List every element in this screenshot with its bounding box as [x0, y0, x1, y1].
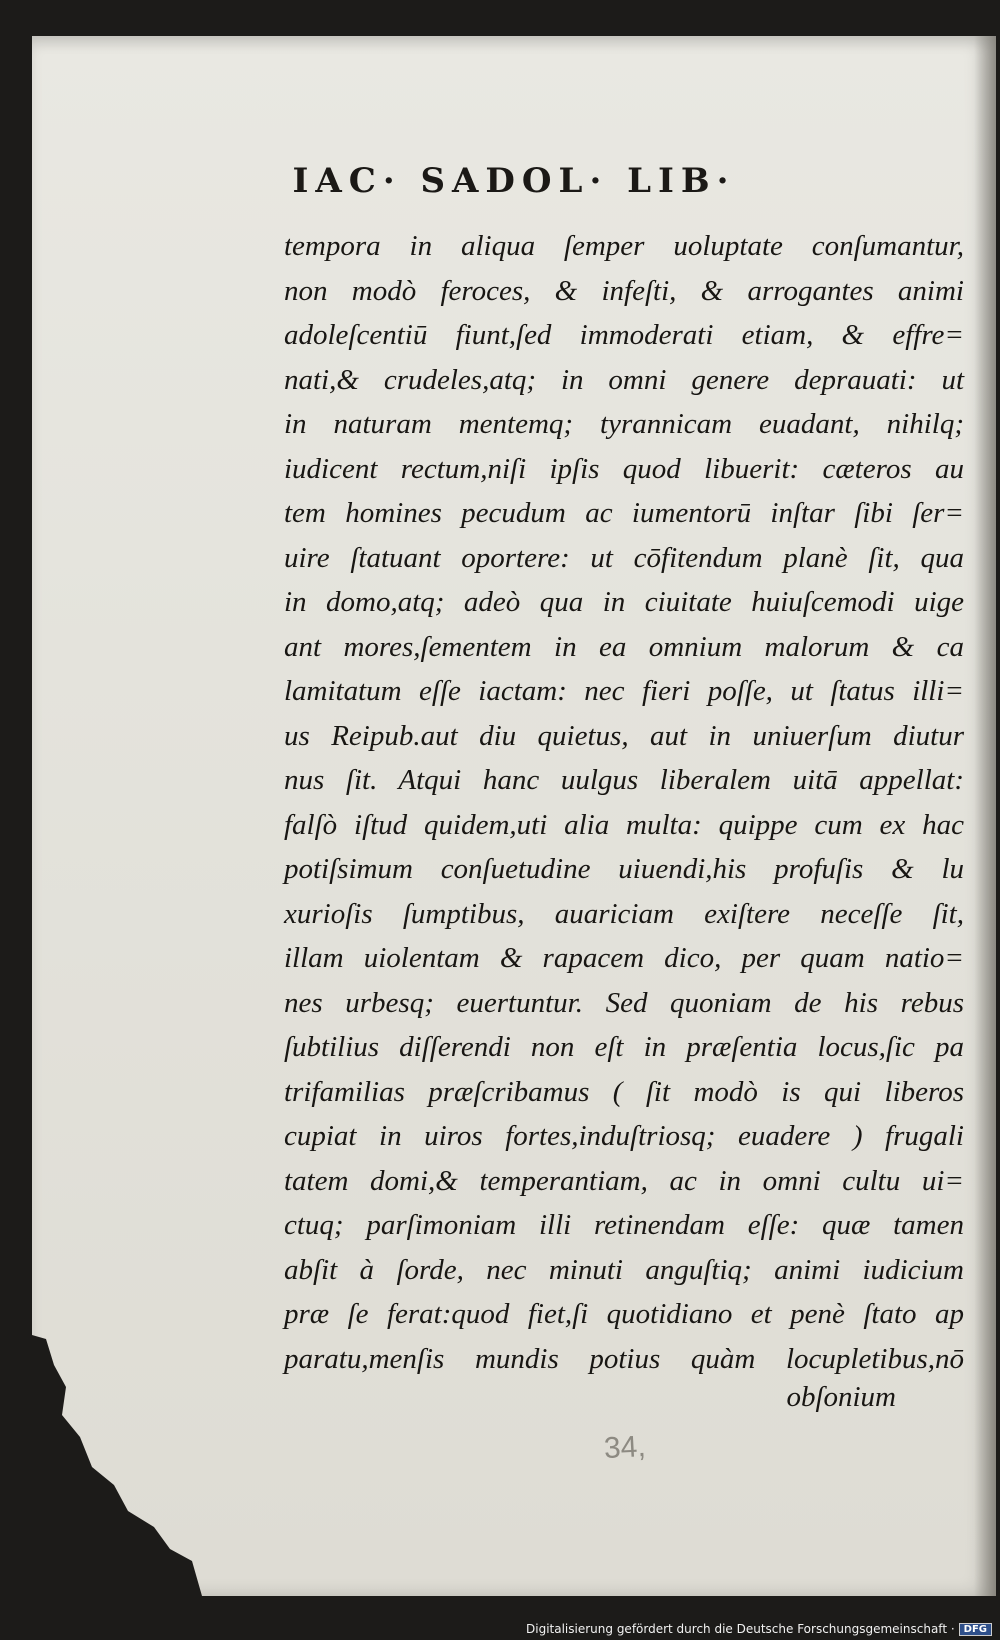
text-line: potiſsimum conſuetudine uiuendi,his profuſis & lu — [284, 853, 964, 885]
text-line: tempora in aliqua ſemper uoluptate conſumantur, — [284, 230, 964, 262]
text-line: us Reipub.aut diu quietus, aut in uniuerſum diutur — [284, 719, 964, 752]
text-line: trifamilias præſcribamus ( ſit modò is qui liberos — [284, 1075, 964, 1108]
text-line: illam uiolentam & rapacem dico, per quam natio= — [284, 942, 964, 974]
text-line: uire ſtatuant oportere: ut cōfitendum planè ſit, qua — [284, 541, 964, 574]
text-line: in domo,atq; adeò qua in ciuitate huiuſcemodi uige — [284, 586, 964, 618]
running-head — [32, 161, 996, 201]
text-line: iudicent rectum,niſi ipſis quod libuerit: cæteros au — [284, 452, 964, 485]
catchword: obſonium — [786, 1381, 896, 1413]
text-line: nus ſit. Atqui hanc uulgus liberalem uitā appellat: — [284, 764, 964, 796]
folio-note: 34, — [603, 1429, 647, 1466]
footer — [0, 1622, 992, 1636]
text-line: nati,& crudeles,atq; in omni genere deprauati: ut — [284, 363, 964, 396]
text-line: non modò feroces, & infeſti, & arrogantes animi — [284, 274, 964, 307]
text-block — [284, 224, 964, 1381]
footer-text: Digitalisierung gefördert durch die Deutsche Forschungsgemeinschaft · — [526, 1622, 955, 1636]
text-line: ctuq; parſimoniam illi retinendam eſſe: quæ tamen — [284, 1209, 964, 1241]
dfg-logo-icon: DFG — [959, 1623, 992, 1636]
text-line: paratu,menſis mundis potius quàm locupletibus,nō — [284, 1342, 964, 1375]
text-line: ant mores,ſementem in ea omnium malorum & ca — [284, 630, 964, 663]
text-line: nes urbesq; euertuntur. Sed quoniam de his rebus — [284, 986, 964, 1019]
text-line: in naturam mentemq; tyrannicam euadant, nihilq; — [284, 408, 964, 440]
text-line: præ ſe ferat:quod fiet,ſi quotidiano et penè ſtato ap — [284, 1298, 964, 1330]
text-line: falſò iſtud quidem,uti alia multa: quippe cum ex hac — [284, 808, 964, 841]
running-head-text: IAC· SADOL· LIB· — [292, 161, 736, 201]
text-line: cupiat in uiros fortes,induſtriosq; euadere ) frugali — [284, 1120, 964, 1152]
text-line: adoleſcentiū fiunt,ſed immoderati etiam, & effre= — [284, 319, 964, 351]
text-line: xurioſis ſumptibus, auariciam exiſtere neceſſe ſit, — [284, 897, 964, 930]
text-line: ſubtilius diſſerendi non eſt in præſentia locus,ſic pa — [284, 1031, 964, 1063]
text-line: abſit à ſorde, nec minuti anguſtiq; animi iudicium — [284, 1253, 964, 1286]
text-line: lamitatum eſſe iactam: nec fieri poſſe, ut ſtatus illi= — [284, 675, 964, 707]
text-line: tatem domi,& temperantiam, ac in omni cultu ui= — [284, 1164, 964, 1197]
torn-corner — [32, 1335, 202, 1596]
text-line: tem homines pecudum ac iumentorū inſtar ſibi ſer= — [284, 497, 964, 529]
